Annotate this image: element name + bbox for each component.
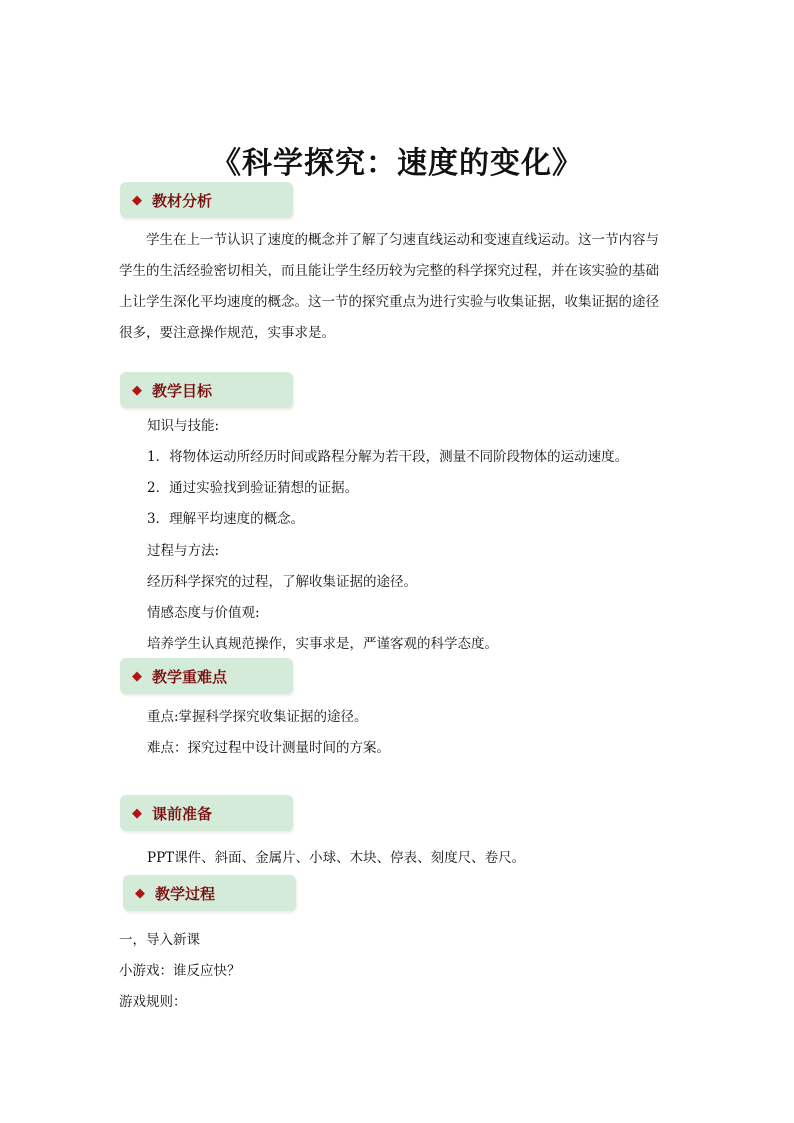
prep-text: PPT课件、斜面、金属片、小球、木块、停表、刻度尺、卷尺。 [147, 850, 526, 866]
process-step-1: 一，导入新课 [119, 932, 200, 948]
section-heading-label: 课前准备 [152, 804, 213, 823]
knowledge-label: 知识与技能: [147, 418, 220, 434]
section-heading-goals [120, 372, 293, 408]
diamond-bullet-icon: ◆ [135, 885, 145, 901]
goal-item-3: 3．理解平均速度的概念。 [147, 511, 305, 527]
section-heading-label: 教学重难点 [152, 667, 228, 686]
page-title: 《科学探究：速度的变化》 [211, 146, 583, 181]
section-heading-label: 教学目标 [152, 381, 213, 400]
section-heading-label: 教学过程 [155, 884, 216, 903]
analysis-line-4: 很多，要注意操作规范，实事求是。 [119, 325, 335, 341]
section-heading-keypoints [120, 658, 293, 694]
diamond-bullet-icon: ◆ [132, 805, 142, 821]
process-label: 过程与方法: [147, 543, 220, 559]
diamond-bullet-icon: ◆ [132, 192, 142, 208]
attitude-text: 培养学生认真规范操作，实事求是，严谨客观的科学态度。 [147, 636, 498, 652]
process-game: 小游戏：谁反应快？ [119, 963, 241, 979]
goal-item-1: 1．将物体运动所经历时间或路程分解为若干段，测量不同阶段物体的运动速度。 [147, 449, 629, 465]
analysis-line-1: 学生在上一节认识了速度的概念并了解了匀速直线运动和变速直线运动。这一节内容与 [146, 232, 659, 248]
analysis-line-2: 学生的生活经验密切相关，而且能让学生经历较为完整的科学探究过程，并在该实验的基础 [119, 263, 659, 279]
section-heading-process [123, 875, 296, 911]
attitude-label: 情感态度与价值观: [147, 605, 260, 621]
goal-item-2: 2．通过实验找到验证猜想的证据。 [147, 480, 359, 496]
focus-text: 重点:掌握科学探究收集证据的途径。 [147, 709, 368, 725]
diamond-bullet-icon: ◆ [132, 382, 142, 398]
section-heading-analysis [120, 182, 293, 218]
section-heading-prep [120, 795, 293, 831]
diamond-bullet-icon: ◆ [132, 668, 142, 684]
process-rules: 游戏规则： [119, 994, 187, 1010]
process-text: 经历科学探究的过程，了解收集证据的途径。 [147, 574, 417, 590]
analysis-line-3: 上让学生深化平均速度的概念。这一节的探究重点为进行实验与收集证据，收集证据的途径 [119, 294, 659, 310]
difficulty-text: 难点：探究过程中设计测量时间的方案。 [147, 740, 390, 756]
section-heading-label: 教材分析 [152, 191, 213, 210]
